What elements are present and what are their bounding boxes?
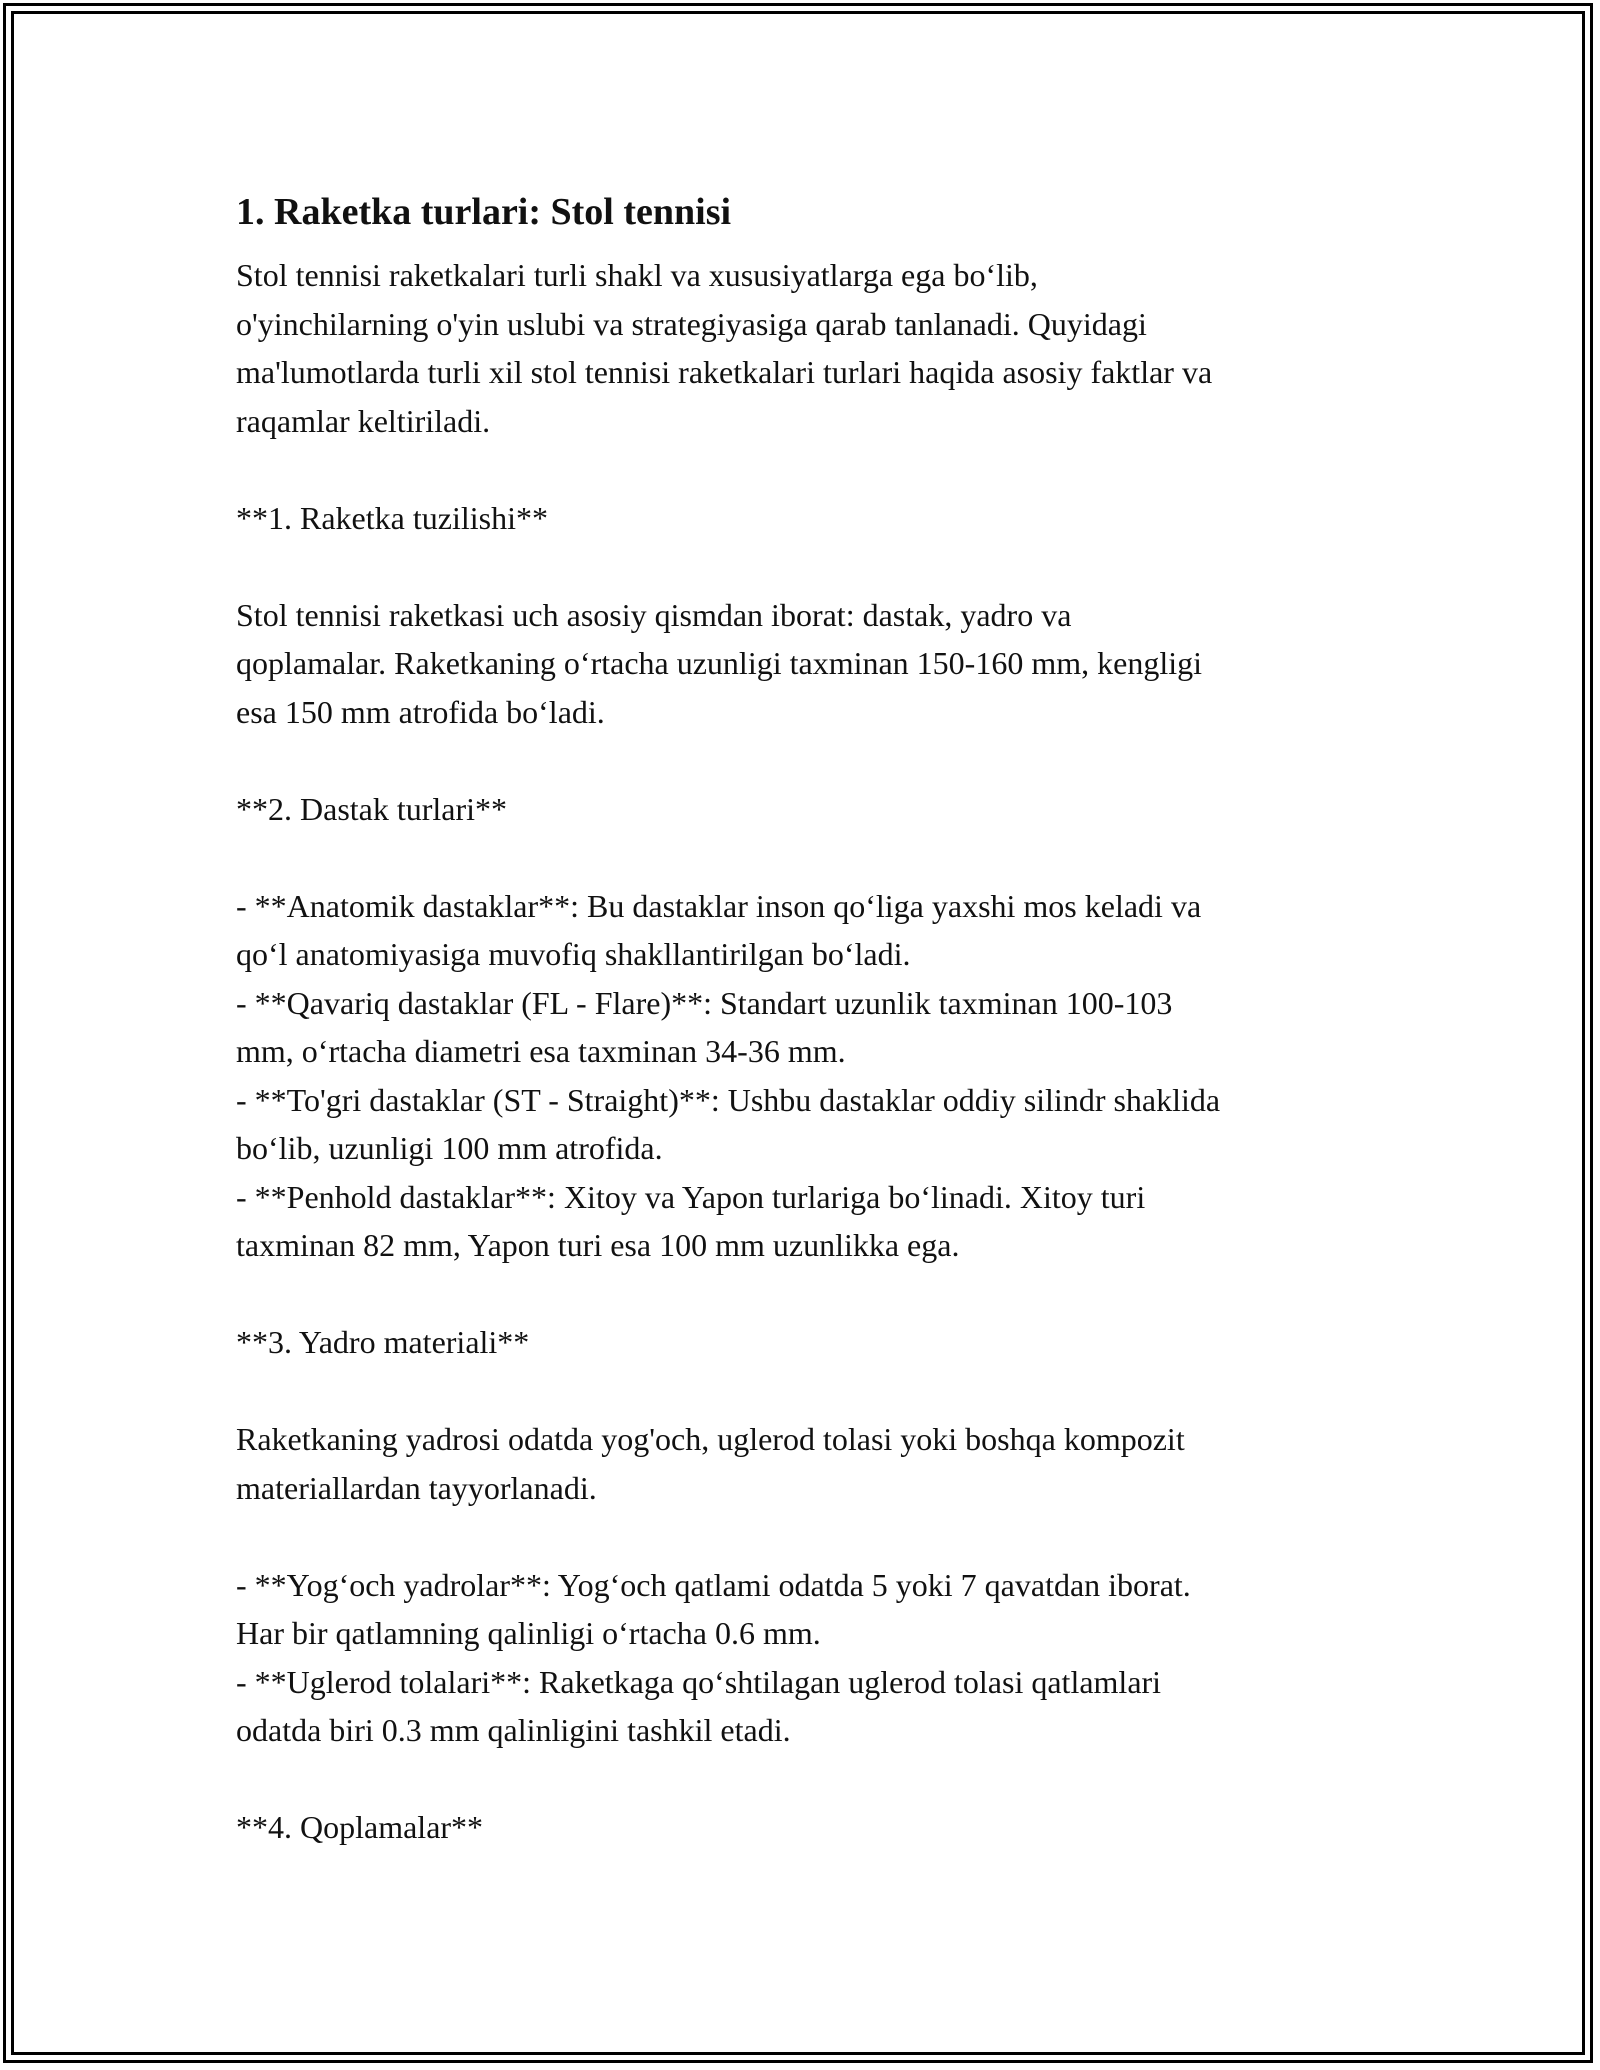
section-3-paragraph: Raketkaning yadrosi odatda yog'och, uglerod tolasi yoki boshqa kompozit materiallardan tayyorlanadi.	[236, 1421, 1185, 1506]
section-3-heading: **3. Yadro materiali**	[236, 1324, 530, 1360]
section-4-heading: **4. Qoplamalar**	[236, 1809, 484, 1845]
section-1-paragraph: Stol tennisi raketkasi uch asosiy qismdan iborat: dastak, yadro va qoplamalar. Raketkaning o‘rtacha uzunligi taxminan 150-160 mm, kengligi esa 150 mm atrofida bo‘ladi.	[236, 596, 1202, 730]
section-1-heading: **1. Raketka tuzilishi**	[236, 499, 548, 536]
document-body	[236, 185, 1376, 1852]
section-2-heading: **2. Dastak turlari**	[236, 790, 508, 827]
section-2-list: - **Anatomik dastaklar**: Bu dastaklar inson qo‘liga yaxshi mos keladi va qo‘l anatomiyasiga muvofiq shakllantirilgan bo‘ladi. - **Qavariq dastaklar (FL - Flare)**: Standart uzunlik taxminan 100-103 mm, o‘rtacha diametri esa taxminan 34-36 mm. - **To'gri dastaklar (ST - Straight)**: Ushbu dastaklar oddiy silindr shaklida bo‘lib, uzunligi 100 mm atrofida. - **Penhold dastaklar**: Xitoy va Yapon turlariga bo‘linadi. Xitoy turi taxminan 82 mm, Yapon turi esa 100 mm uzunlikka ega.	[236, 887, 1221, 1263]
intro-paragraph: Stol tennisi raketkalari turli shakl va xususiyatlarga ega bo‘lib, o'yinchilarning o'yin uslubi va strategiyasiga qarab tanlanadi. Quyidagi ma'lumotlarda turli xil stol tennisi raketkalari turlari haqida asosiy faktlar va raqamlar keltiriladi.	[236, 257, 1213, 439]
section-3-list: - **Yog‘och yadrolar**: Yog‘och qatlami odatda 5 yoki 7 qavatdan iborat. Har bir qatlamning qalinligi o‘rtacha 0.6 mm. - **Uglerod tolalari**: Raketkaga qo‘shtilagan uglerod tolasi qatlamlari odatda biri 0.3 mm qalinligini tashkil etadi.	[236, 1566, 1191, 1748]
document-title: 1. Raketka turlari: Stol tennisi	[236, 191, 732, 233]
